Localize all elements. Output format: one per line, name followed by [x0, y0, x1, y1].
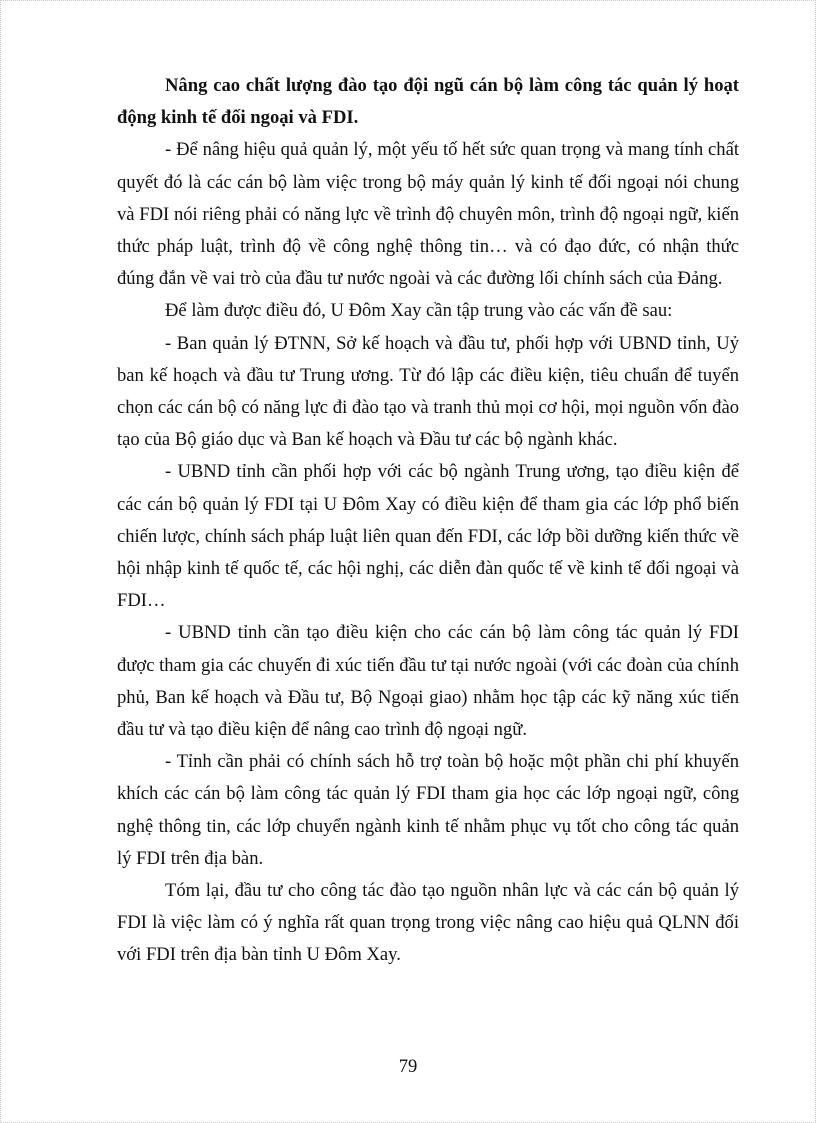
paragraph-intro-list: Để làm được điều đó, U Đôm Xay cần tập trung vào các vấn đề sau:: [165, 300, 673, 322]
paragraph-province-policy: - Tỉnh cần phải có chính sách hỗ trợ toàn bộ hoặc một phần chi phí khuyến khích các cán bộ làm công tác quản lý FDI tham gia học các lớp ngoại ngữ, công nghệ thông tin, các lớp chuyển ngành kinh tế nhằm phục vụ tốt cho công tác quản lý FDI trên địa bàn.: [117, 751, 739, 869]
page-number: 79: [398, 1056, 418, 1077]
paragraph-conclusion: Tóm lại, đầu tư cho công tác đào tạo nguồn nhân lực và các cán bộ quản lý FDI là việc làm có ý nghĩa rất quan trọng trong việc nâng cao hiệu quả QLNN đối với FDI trên địa bàn tỉnh U Đôm Xay.: [117, 880, 739, 966]
document-body: [117, 70, 739, 972]
paragraph-importance: - Để nâng hiệu quả quản lý, một yếu tố hết sức quan trọng và mang tính chất quyết đó là các cán bộ làm việc trong bộ máy quản lý kinh tế đối ngoại nói chung và FDI nói riêng phải có năng lực về trình độ chuyên môn, trình độ ngoại ngữ, kiến thức pháp luật, trình độ về công nghệ thông tin… và có đạo đức, có nhận thức đúng đắn về vai trò của đầu tư nước ngoài và các đường lối chính sách của Đảng.: [117, 139, 739, 290]
section-heading: Nâng cao chất lượng đào tạo đội ngũ cán bộ làm công tác quản lý hoạt động kinh tế đối ngoại và FDI.: [117, 75, 739, 129]
paragraph-ubnd-coordination: - UBND tỉnh cần phối hợp với các bộ ngành Trung ương, tạo điều kiện để các cán bộ quản lý FDI tại U Đôm Xay có điều kiện để tham gia các lớp phổ biến chiến lược, chính sách pháp luật liên quan đến FDI, các lớp bồi dưỡng kiến thức về hội nhập kinh tế quốc tế, các hội nghị, các diễn đàn quốc tế về kinh tế đối ngoại và FDI…: [117, 461, 739, 612]
paragraph-ubnd-trips: - UBND tỉnh cần tạo điều kiện cho các cán bộ làm công tác quản lý FDI được tham gia các chuyến đi xúc tiến đầu tư tại nước ngoài (với các đoàn của chính phủ, Ban kế hoạch và Đầu tư, Bộ Ngoại giao) nhằm học tập các kỹ năng xúc tiến đầu tư và tạo điều kiện để nâng cao trình độ ngoại ngữ.: [117, 622, 739, 741]
paragraph-management-board: - Ban quản lý ĐTNN, Sở kế hoạch và đầu tư, phối hợp với UBND tỉnh, Uỷ ban kế hoạch và đầu tư Trung ương. Từ đó lập các điều kiện, tiêu chuẩn để tuyển chọn các cán bộ có năng lực đi đào tạo và tranh thủ mọi cơ hội, mọi nguồn vốn đào tạo của Bộ giáo dục và Ban kế hoạch và Đầu tư các bộ ngành khác.: [117, 332, 739, 451]
